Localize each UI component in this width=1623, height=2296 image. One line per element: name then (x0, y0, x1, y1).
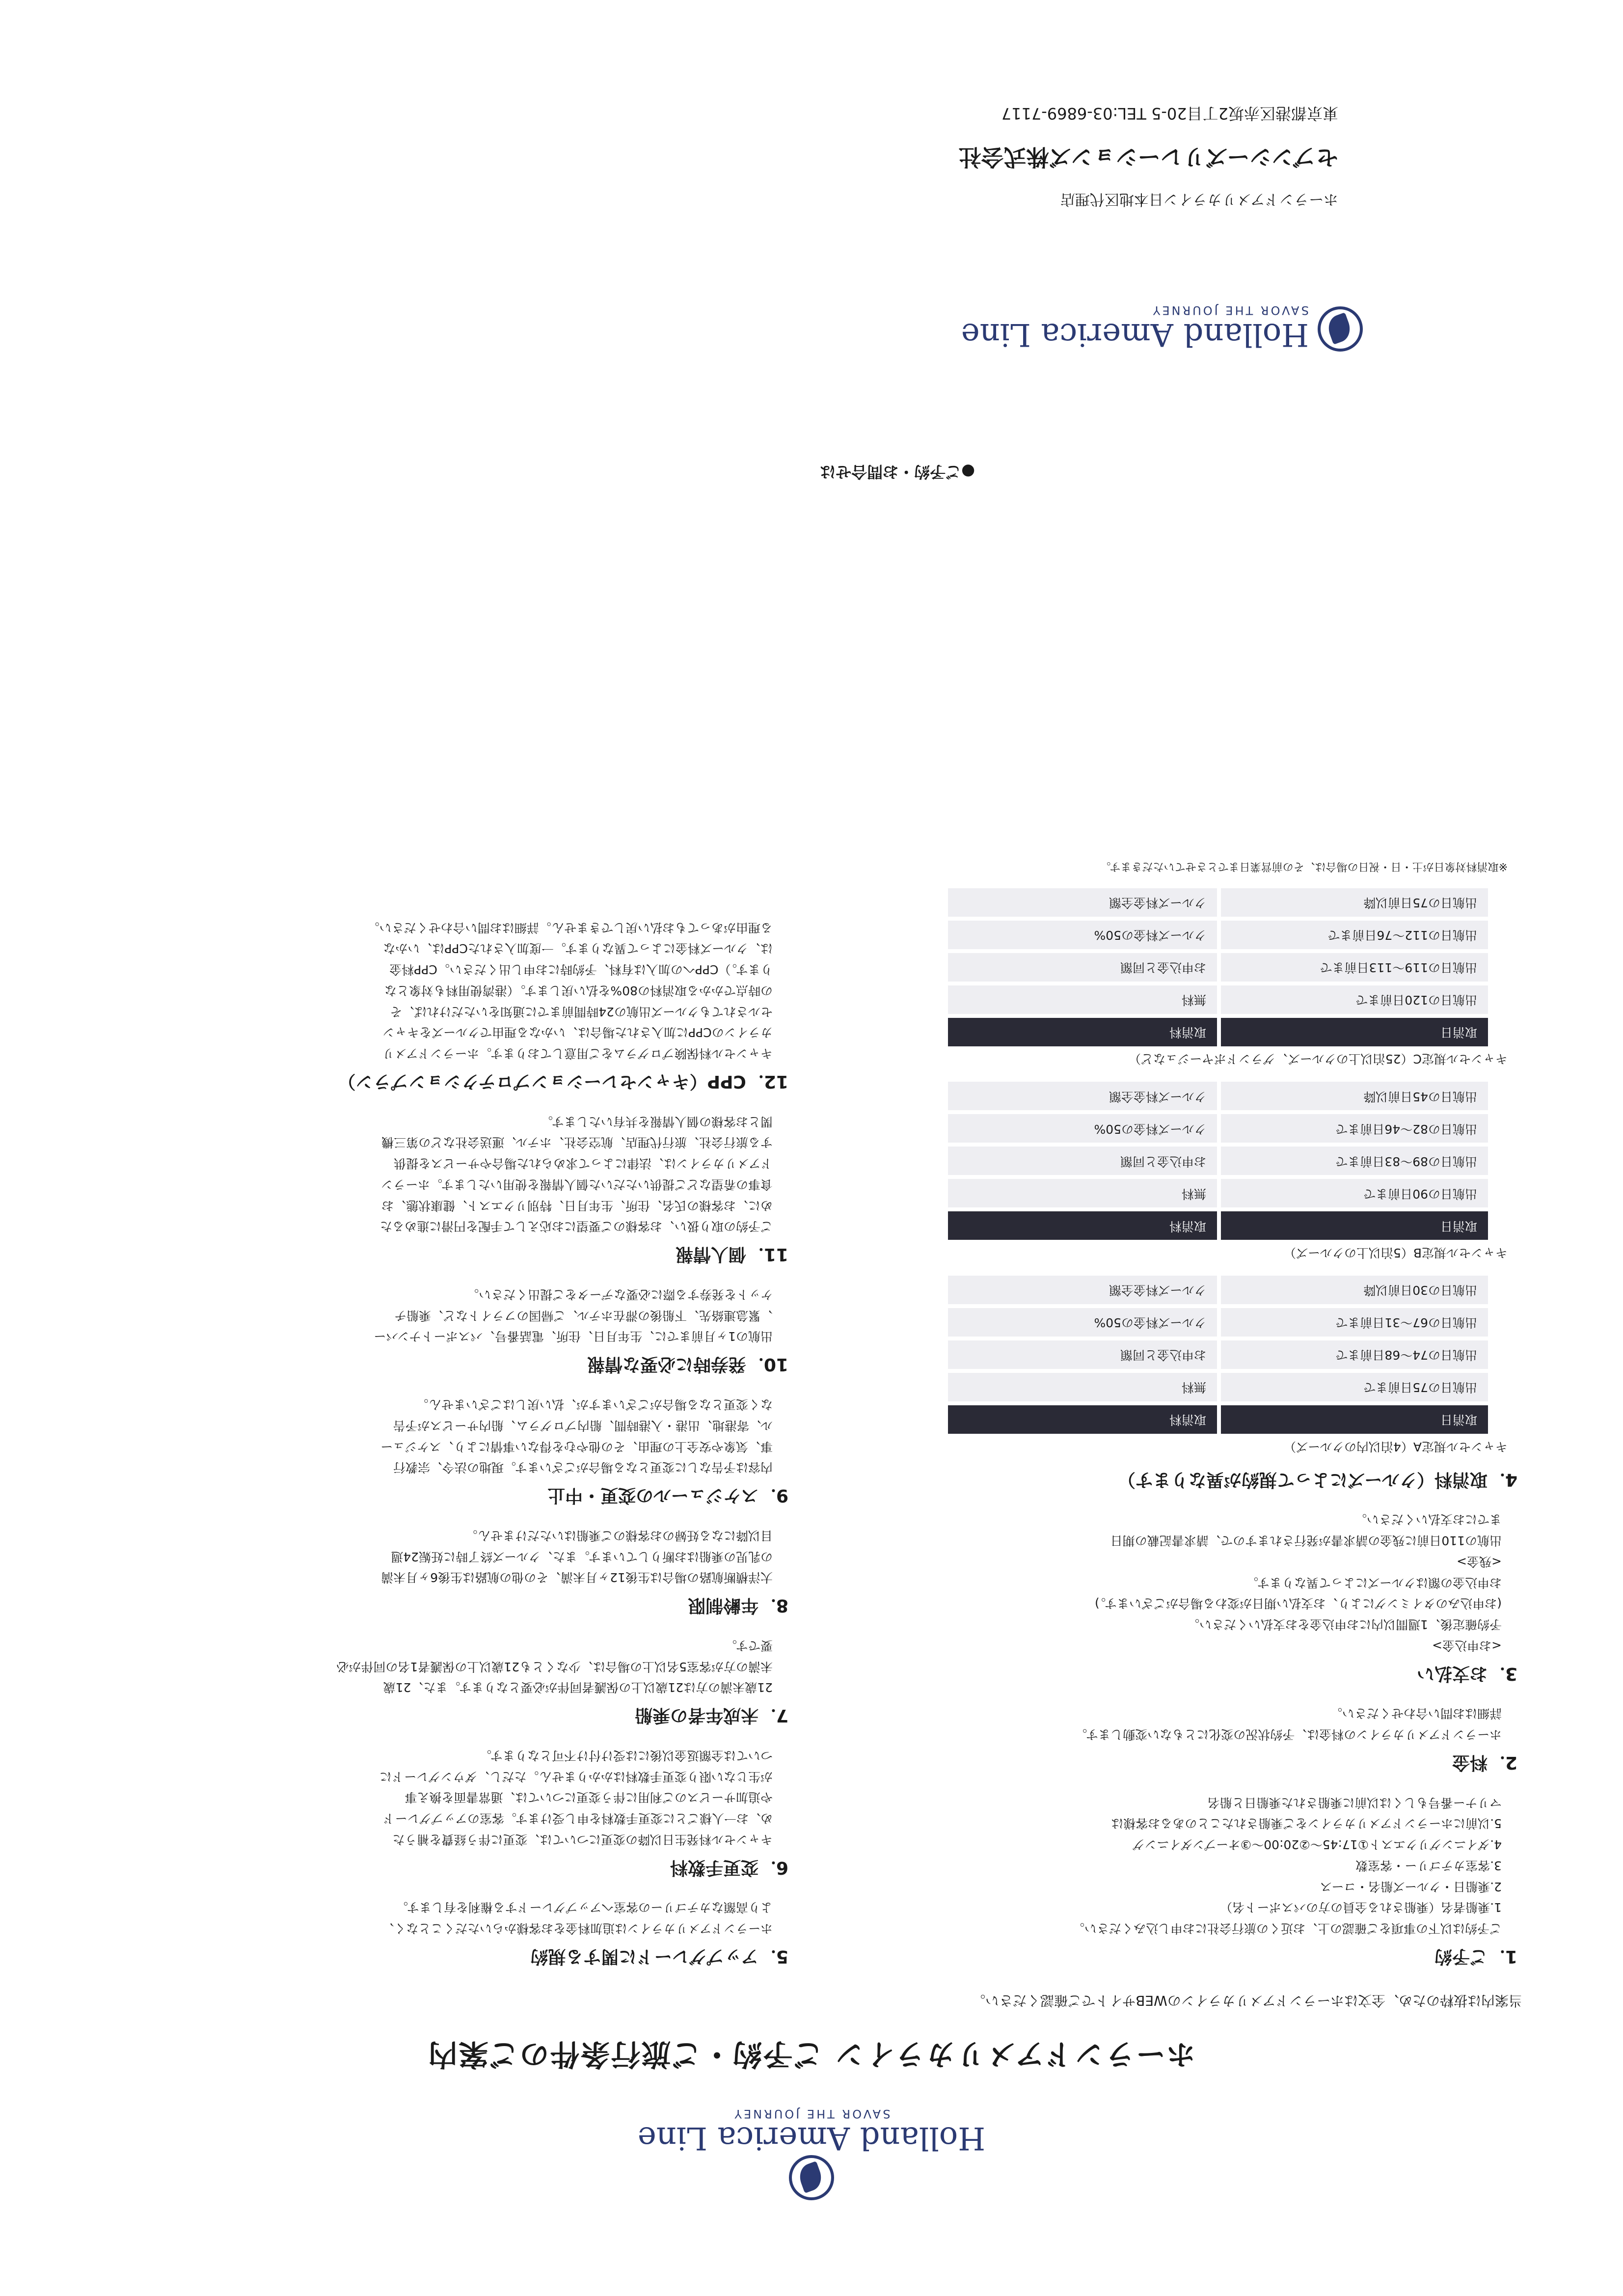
brand-tagline: SAVOR THE JOURNEY (732, 2106, 891, 2121)
notice-text: 当案内は抜粋のため、全文はホーランドアメリカラインのWEBサイトでご確認ください。 (972, 1993, 1522, 2009)
body-line: の乳児の乗船はお断りしています。また、クルーズ終了時に妊娠24週 (391, 1549, 773, 1564)
section-title: 10．発券時に必要な情報 (587, 1354, 788, 1375)
table-cell: クルーズ料金全額 (948, 1274, 1219, 1306)
body-line: が生じない限り変更手数料はかかりません。ただし、ダウングレードに (379, 1769, 773, 1784)
table-cell: クルーズ料金全額 (948, 886, 1219, 919)
table-cell: クルーズ料金の50% (948, 919, 1219, 951)
table-cell: お申込金と同額 (948, 1145, 1219, 1177)
body-line: ドアメリカラインは、法律によって求められた場合やサービスを提供 (394, 1156, 773, 1171)
body-line: までにお支払いください。 (1354, 1512, 1502, 1527)
table-cell: 出航日の120日前まで (1219, 984, 1488, 1016)
body-line: 出航の110日前に残金の請求書が発行されますので、請求書記載の期日 (1110, 1533, 1502, 1548)
body-line: ケットを発券する際に必要なデータをご提出ください。 (466, 1287, 773, 1302)
table-cell: 無料 (948, 1177, 1219, 1209)
table-caption: キャンセル規定C（25泊以上のクルーズ、グランドボヤージュなど） (1128, 1052, 1508, 1066)
company-name: セブンシーズリレーションズ株式会社 (958, 144, 1338, 170)
body-line: マリナー番号もしくは以前に乗船された乗船日と船名 (1207, 1795, 1502, 1810)
section-title: 1．ご予約 (1434, 1946, 1517, 1967)
cancellation-table-c (948, 884, 1488, 1046)
body-line: 4.ダイニングリクエスト①17:45～②20:00～③オープンダイニング (1133, 1837, 1502, 1852)
table-cell: 出航日の45日前以降 (1219, 1080, 1488, 1112)
table-cell: お申込金と同額 (948, 1339, 1219, 1371)
body-line: 予約確定後、1週間以内にお申込金をお支払いください。 (1187, 1617, 1502, 1632)
section-title: 7．未成年者の乗船 (634, 1705, 788, 1726)
body-line: ご予約は以下の事項をご確認の上、お近くの旅行会社にお申し込みください。 (1072, 1921, 1502, 1936)
body-line: 目以降になる妊婦のお客様のご乗船はいただけません。 (465, 1528, 773, 1543)
brand-tagline: SAVOR THE JOURNEY (1151, 303, 1309, 317)
cancellation-table-b (948, 1078, 1488, 1240)
table-header-cell: 取消日 (1219, 1403, 1488, 1434)
body-line: め、お一人様ごとに変更手数料を申し受けます。客室のアップグレード (382, 1811, 773, 1826)
table-cell: お申込金と同額 (948, 951, 1219, 984)
body-line: ご予約の取り扱い、お客様のご要望にお応えして手配を円滑に進めるた (379, 1219, 773, 1234)
body-line: ホーランドアメリカラインの料金は、予約状況の変化にともない変動します。 (1075, 1727, 1502, 1742)
right-column (209, 916, 788, 1987)
contact-heading: ●ご予約・お問合せは (820, 463, 975, 481)
table-cell: 無料 (948, 984, 1219, 1016)
table-cell: 出航日の74～68日前まで (1219, 1339, 1488, 1371)
body-line: 、緊急連絡先、下船後の滞在ホテル、ご帰国のフライトなど、乗船チ (394, 1308, 773, 1323)
table-header-cell: 取消日 (1219, 1209, 1488, 1240)
agent-label: ホーランドアメリカライン日本地区代理店 (1060, 191, 1338, 208)
company-address: 東京都港区赤坂2丁目20-5 TEL:03-6869-7117 (1001, 104, 1338, 123)
table-header-cell: 取消料 (948, 1016, 1219, 1046)
body-line: キャンセル料保険プログラムをご用意しております。ホーランドアメリ (382, 1046, 773, 1061)
body-line: 要です。 (724, 1638, 773, 1653)
table-cell: クルーズ料金の50% (948, 1306, 1219, 1339)
body-line: 未満の方が客室5名以上の場合は、少なくとも21歳以上の保護者1名の同伴が必 (336, 1659, 773, 1674)
header-logo (591, 2107, 1032, 2200)
body-line: お申込金の額はクルーズによって異なります。 (1245, 1575, 1502, 1590)
body-line: 2.乗船日・クルーズ船名・コース (1320, 1879, 1502, 1894)
table-cell: 出航日の75日前以降 (1219, 886, 1488, 919)
table-cell: 無料 (948, 1371, 1219, 1403)
table-cell: 出航日の89～83日前まで (1219, 1145, 1488, 1177)
section-title: 12．CPP（キャンセレーションプロテクションプラン） (338, 1071, 788, 1092)
table-cell: 出航日の112～76日前まで (1219, 919, 1488, 951)
table-cell: 出航日の75日前まで (1219, 1371, 1488, 1403)
body-line: 21歳未満の方は21歳以上の保護者同伴が必要となります。また、21歳 (383, 1680, 773, 1695)
body-line: 出航の1ヶ月前までに、生年月日、住所、電話番号、パスポートナンバー (374, 1329, 773, 1344)
section-title: 11．個人情報 (675, 1244, 788, 1265)
body-line: は、クルーズ料金によって異なります。一度加入されたCPPは、いかな (383, 941, 773, 956)
table-cell: 出航日の119～113日前まで (1219, 951, 1488, 984)
cancellation-table-a (948, 1272, 1488, 1434)
logo-icon (789, 2155, 834, 2200)
section-title: 2．料金 (1452, 1752, 1517, 1773)
body-line: 内容は予告なしに変更となる場合がございます。現地の法令、宗教行 (393, 1460, 773, 1475)
body-line: (お申込みのタイミングにより、お支払い期日が変わる場合がございます。) (1094, 1596, 1502, 1611)
body-line: めに、お客様の氏名、住所、生年月日、特別リクエスト、健康状態、お (381, 1198, 773, 1213)
body-line: 1.乗船者名（乗船される全員の方のパスポート名） (1220, 1900, 1502, 1915)
table-cell: 出航日の90日前まで (1219, 1177, 1488, 1209)
body-line: する旅行会社、旅行代理店、航空会社、ホテル、運送会社などの第三機 (381, 1135, 773, 1150)
body-line: の時点でかかる取消料の80%を払い戻します。（港湾使用料も対象とな (384, 983, 773, 998)
body-line: 事、気象や安全上の理由、その他やむを得ない事情により、スケジュー (380, 1439, 773, 1454)
footer-brand (867, 303, 1309, 352)
table-cell: 出航日の67～31日前まで (1219, 1306, 1488, 1339)
table-caption: キャンセル規定A（4泊以内のクルーズ） (1283, 1439, 1508, 1454)
body-line: キャンセル料発生日以降の変更については、変更に伴う経費を補うた (392, 1832, 773, 1847)
section-title: 3．お支払い (1416, 1663, 1517, 1684)
section-title: 8．年齢制限 (687, 1595, 788, 1616)
body-line: ル、寄港地、出港・入港時間、船内プログラム、船内サービスが予告 (393, 1418, 773, 1433)
body-line: <お申込金> (1432, 1638, 1502, 1653)
brand-name: Holland America Line (961, 316, 1309, 353)
table-header-cell: 取消料 (948, 1403, 1219, 1434)
body-line: カラインのCPPに加入された場合は、いかなる理由でクルーズをキャン (382, 1025, 773, 1040)
body-line: 詳細はお問い合わせください。 (1329, 1706, 1502, 1721)
section-title: 4．取消料（クルーズによって規約が異なります） (1117, 1469, 1517, 1490)
body-line: ついては全額返金以後には受け付け不可となります。 (479, 1748, 773, 1763)
body-line: なく変更となる場合がございますが、払い戻しはございません。 (416, 1397, 773, 1412)
body-line: 食事の希望などご提供いただいた個人情報を使用いたします。ホーラン (380, 1177, 773, 1192)
body-line: より高額なカテゴリーの客室へアップグレードする権利を有します。 (395, 1900, 773, 1915)
body-line: る理由があってもお払い戻しできません。詳細はお問い合わせください。 (367, 920, 773, 935)
body-line: 関とお客様の個人情報を共有いたします。 (540, 1114, 773, 1129)
table-cell: 出航日の82～46日前まで (1219, 1112, 1488, 1145)
table-header-cell: 取消料 (948, 1209, 1219, 1240)
body-line: や追加サービスのご利用に伴う変更については、通常書面を換え事 (405, 1790, 773, 1805)
body-line: 大洋横断航路の場合は生後12ヶ月未満、その他の航路は生後6ヶ月未満 (381, 1570, 773, 1585)
body-line: セルされてもクルーズ出航の24時間前までに通知をいただければ、そ (390, 1004, 773, 1019)
body-line: ります。）CPPへの加入は有料、予約時にお申し出ください。CPP料金 (389, 962, 773, 977)
body-line: <残金> (1457, 1554, 1502, 1569)
table-cell: 出航日の30日前以降 (1219, 1274, 1488, 1306)
section-title: 9．スケジュールの変更・中止 (547, 1485, 788, 1506)
body-line: 3.客室カテゴリー・客室数 (1355, 1858, 1502, 1873)
table-cell: クルーズ料金全額 (948, 1080, 1219, 1112)
section-title: 5．アップグレードに関する規約 (530, 1946, 788, 1967)
table-note: ※取消料対象日が土・日・祝日の場合は、その前営業日までとさせていただきます。 (1100, 860, 1508, 873)
table-cell: クルーズ料金の50% (948, 1112, 1219, 1145)
brand-name: Holland America Line (637, 2120, 986, 2156)
body-line: 5.以前にホーランドアメリカラインをご乗船されたことのあるお客様は (1111, 1816, 1502, 1831)
left-column (938, 857, 1517, 1987)
table-header-cell: 取消日 (1219, 1016, 1488, 1046)
table-caption: キャンセル規定B（5泊以上のクルーズ） (1283, 1246, 1508, 1260)
section-title: 6．変更手数料 (670, 1857, 788, 1878)
document-title: ホーランドアメリカライン ご予約・ご旅行条件のご案内 (427, 2037, 1196, 2071)
logo-icon (1318, 306, 1363, 352)
body-line: ホーランドアメリカラインは追加料金をお客様からいただくことなく、 (381, 1921, 773, 1936)
